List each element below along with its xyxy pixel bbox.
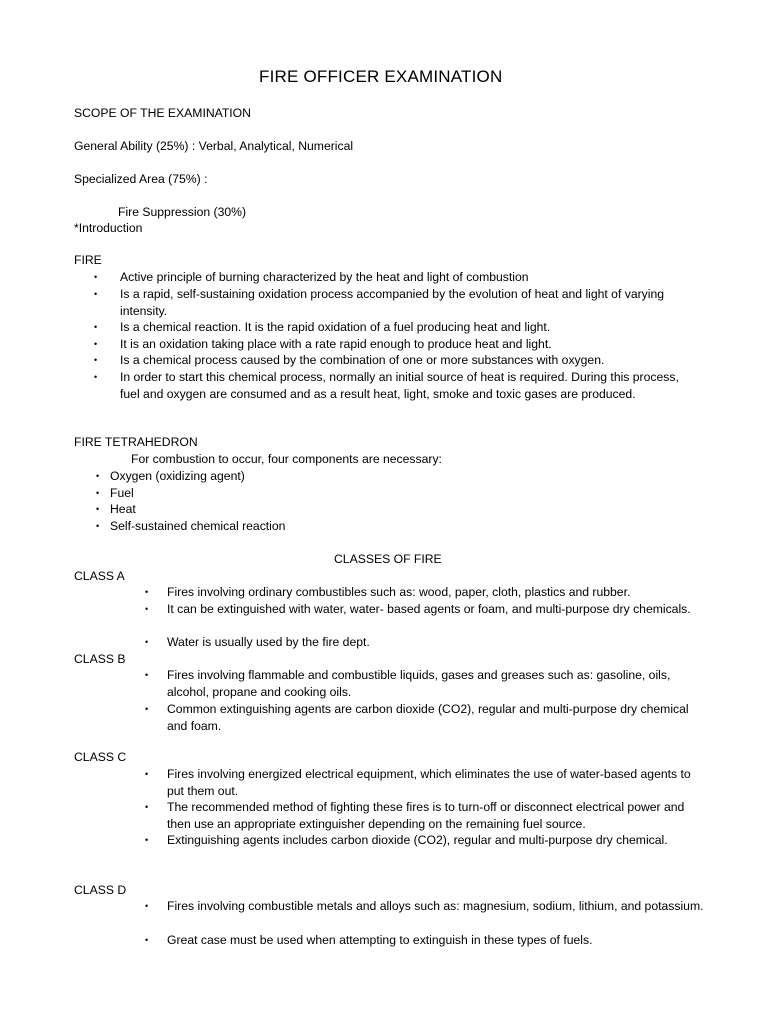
list-item: • Extinguishing agents includes carbon dioxide (CO2), regular and multi-purpose dry chemical. <box>145 833 668 847</box>
list-item: • Fires involving flammable and combustible liquids, gases and greases such as: gasoline, oils, alcohol, propane and cooking oils. <box>145 668 671 699</box>
scope-heading: SCOPE OF THE EXAMINATION <box>74 106 251 120</box>
bullet-icon: • <box>94 372 98 382</box>
bullet-icon: • <box>145 637 149 647</box>
list-item: • Fires involving energized electrical equipment, which eliminates the use of water-based agents to put them out. <box>145 767 691 798</box>
list-item: • Water is usually used by the fire dept. <box>145 635 370 649</box>
list-item: • Great case must be used when attempting to extinguish in these types of fuels. <box>145 933 593 947</box>
introduction-line: *Introduction <box>74 221 143 235</box>
bullet-icon: • <box>145 835 149 845</box>
class-d-label: CLASS D <box>74 883 127 897</box>
list-item: • Fires involving ordinary combustibles such as: wood, paper, cloth, plastics and rubber. <box>145 585 631 599</box>
tetrahedron-heading: FIRE TETRAHEDRON <box>74 435 198 449</box>
bullet-icon: • <box>94 355 98 365</box>
page-title: FIRE OFFICER EXAMINATION <box>259 67 503 86</box>
list-item: • Fuel <box>96 486 134 500</box>
bullet-icon: • <box>94 272 98 282</box>
bullet-icon: • <box>145 670 149 680</box>
bullet-icon: • <box>145 587 149 597</box>
bullet-icon: • <box>96 471 100 481</box>
list-item: • Common extinguishing agents are carbon dioxide (CO2), regular and multi-purpose dry chemical and foam. <box>145 702 689 733</box>
classes-heading: CLASSES OF FIRE <box>334 552 442 566</box>
bullet-icon: • <box>94 289 98 299</box>
bullet-icon: • <box>145 704 149 714</box>
list-item: • Is a chemical reaction. It is the rapid oxidation of a fuel producing heat and light. <box>94 320 551 334</box>
fire-suppression-line: Fire Suppression (30%) <box>118 205 247 219</box>
class-a-label: CLASS A <box>74 569 125 583</box>
class-b-label: CLASS B <box>74 652 126 666</box>
tetrahedron-intro: For combustion to occur, four components are necessary: <box>131 452 442 466</box>
bullet-icon: • <box>96 488 100 498</box>
list-item: • Active principle of burning characterized by the heat and light of combustion <box>94 270 529 284</box>
list-item: • Is a rapid, self-sustaining oxidation process accompanied by the evolution of heat and light of varying intensity. <box>94 287 665 318</box>
list-item: • Oxygen (oxidizing agent) <box>96 469 245 483</box>
list-item: • Is a chemical process caused by the combination of one or more substances with oxygen. <box>94 353 605 367</box>
bullet-icon: • <box>94 339 98 349</box>
bullet-icon: • <box>145 769 149 779</box>
list-item: • It can be extinguished with water, water- based agents or foam, and multi-purpose dry chemicals. <box>145 602 691 616</box>
list-item: • Heat <box>96 502 136 516</box>
class-c-label: CLASS C <box>74 750 127 764</box>
bullet-icon: • <box>145 935 149 945</box>
list-item: • Fires involving combustible metals and alloys such as: magnesium, sodium, lithium, and potassium. <box>145 899 704 913</box>
specialized-area-line: Specialized Area (75%) : <box>74 172 208 186</box>
list-item: • It is an oxidation taking place with a rate rapid enough to produce heat and light. <box>94 337 552 351</box>
list-item: • In order to start this chemical process, normally an initial source of heat is required. During this process, fuel and oxygen are consumed and as a result heat, light, smoke and toxic gases are produced. <box>94 370 679 401</box>
bullet-icon: • <box>145 604 149 614</box>
bullet-icon: • <box>145 901 149 911</box>
fire-heading: FIRE <box>74 253 102 267</box>
bullet-icon: • <box>96 504 100 514</box>
list-item: • Self-sustained chemical reaction <box>96 519 286 533</box>
bullet-icon: • <box>96 521 100 531</box>
general-ability-line: General Ability (25%) : Verbal, Analytical, Numerical <box>74 139 354 153</box>
list-item: • The recommended method of fighting these fires is to turn-off or disconnect electrical power and then use an appropriate extinguisher depending on the remaining fuel source. <box>145 800 685 831</box>
bullet-icon: • <box>145 802 149 812</box>
bullet-icon: • <box>94 322 98 332</box>
